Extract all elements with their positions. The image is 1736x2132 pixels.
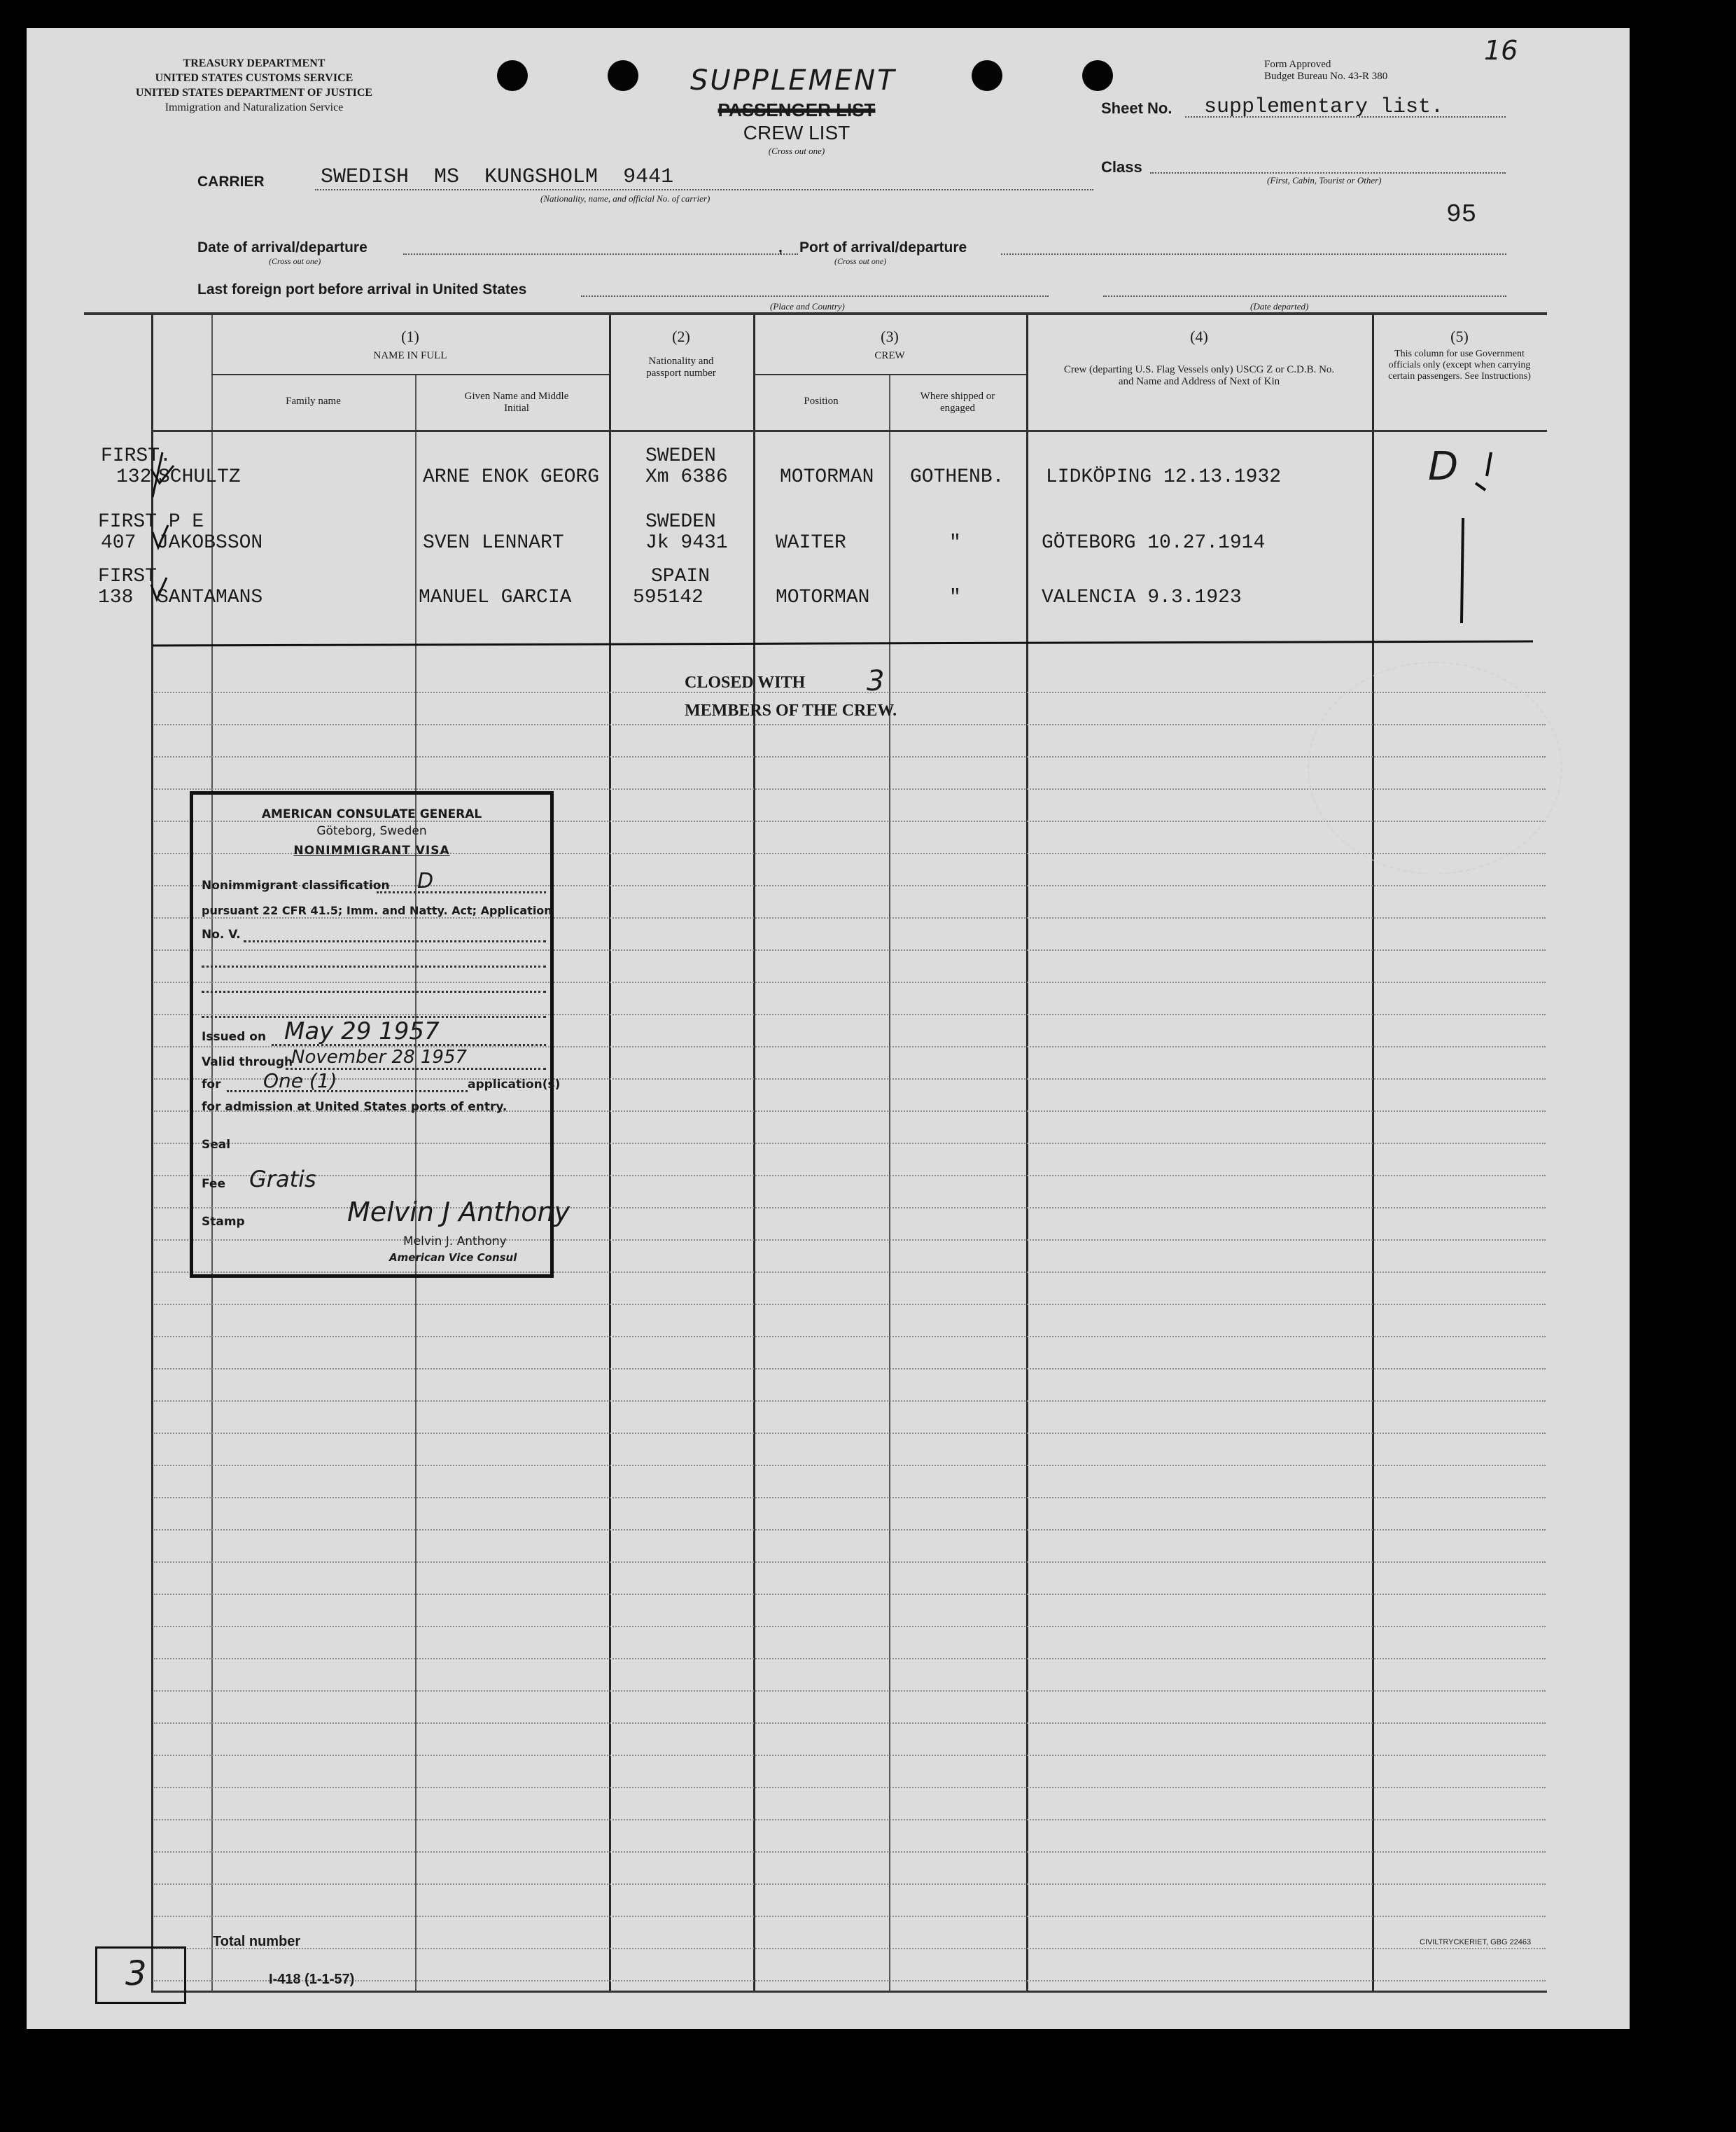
dotted-row-line [154, 1561, 1546, 1563]
dotted-row-line [154, 1980, 1546, 1981]
last-port-label: Last foreign port before arrival in United States [197, 281, 527, 298]
next-of-kin: VALENCIA 9.3.1923 [1042, 587, 1242, 608]
row-margin-note: FIRST [98, 566, 158, 587]
struck-passenger-list: PASSENGER LIST [718, 99, 876, 120]
port-label: Port of arrival/departure [799, 239, 967, 256]
visa-officer-title: American Vice Consul [389, 1251, 517, 1264]
visa-city: Göteborg, Sweden [316, 824, 427, 838]
last-port-date-field [1103, 295, 1506, 297]
page-number: 16 [1484, 35, 1518, 66]
dotted-row-line [154, 1755, 1546, 1756]
crew-position: MOTORMAN [776, 587, 870, 608]
punch-hole [608, 60, 638, 91]
dotted-row-line [154, 1626, 1546, 1627]
form-title: CREW LIST [743, 122, 850, 144]
visa-pursuant: pursuant 22 CFR 41.5; Imm. and Natty. Act; Application [202, 904, 552, 917]
visa-fee-label: Fee [202, 1177, 225, 1191]
last-port-date-note: (Date departed) [1250, 301, 1309, 312]
table-top-rule [84, 312, 1547, 315]
next-of-kin: GÖTEBORG 10.27.1914 [1042, 532, 1266, 554]
date-field [403, 253, 798, 255]
dotted-row-line [154, 1690, 1546, 1692]
table-bottom-rule [151, 1991, 1547, 1993]
government-mark-strokes [1455, 448, 1497, 630]
visa-title: AMERICAN CONSULATE GENERAL [261, 807, 482, 821]
visa-for-value: One (1) [263, 1069, 337, 1092]
dotted-row-line [154, 1883, 1546, 1885]
closed-count: 3 [867, 665, 885, 697]
col1b-title: Given Name and Middle Initial [464, 391, 569, 414]
family-name: SCHULTZ [158, 466, 241, 488]
dotted-row-line [154, 1851, 1546, 1853]
form-approved [1264, 59, 1387, 83]
date-port-comma: , [778, 239, 783, 256]
col1a-title: Family name [286, 396, 341, 407]
col4-title: Crew (departing U.S. Flag Vessels only) USCG Z or C.D.B. No. and Name and Address of Next of Kin [1063, 364, 1335, 387]
dotted-row-line [154, 1497, 1546, 1498]
col3-title: CREW [874, 350, 905, 361]
visa-valid-value: November 28 1957 [291, 1047, 468, 1068]
embossed-seal [1308, 662, 1562, 875]
col2-number: (2) [672, 328, 690, 345]
crew-position: MOTORMAN [780, 466, 874, 488]
punch-hole [497, 60, 528, 91]
given-name: ARNE ENOK GEORG [423, 466, 600, 488]
nationality: SPAIN [651, 566, 710, 587]
agency-line: UNITED STATES CUSTOMS SERVICE [155, 72, 354, 84]
passport-number: Jk 9431 [645, 532, 728, 554]
visa-seal-label: Seal [202, 1138, 231, 1152]
col2-title: Nationality and passport number [646, 356, 716, 379]
port-note: (Cross out one) [834, 256, 887, 266]
punch-hole [972, 60, 1002, 91]
form-approved-line: Budget Bureau No. 43-R 380 [1264, 71, 1388, 82]
carrier-note: (Nationality, name, and official No. of carrier) [540, 193, 710, 204]
dotted-row-line [154, 1304, 1546, 1305]
handwritten-supplement: SUPPLEMENT [690, 64, 897, 97]
visa-for-label: for [202, 1078, 221, 1092]
visa-type: NONIMMIGRANT VISA [293, 844, 450, 858]
dotted-row-line [154, 1819, 1546, 1820]
agency-line: TREASURY DEPARTMENT [183, 57, 326, 69]
visa-signature: Melvin J Anthony [347, 1197, 570, 1227]
carrier-value: SWEDISH MS KUNGSHOLM 9441 [321, 165, 674, 189]
visa-issued-value: May 29 1957 [284, 1017, 440, 1045]
dotted-row-line [154, 692, 1546, 693]
visa-fee-value: Gratis [249, 1166, 316, 1192]
agency-line: Immigration and Naturalization Service [164, 102, 344, 113]
visa-dots [244, 940, 546, 942]
dotted-row-line [154, 1916, 1546, 1917]
dotted-row-line [154, 1787, 1546, 1788]
col3b-title: Where shipped or engaged [920, 391, 995, 414]
visa-dots [202, 966, 546, 968]
col4-number: (4) [1190, 328, 1208, 345]
sheet-label: Sheet No. [1101, 99, 1172, 117]
col3a-title: Position [804, 396, 839, 407]
total-number-box [95, 1946, 186, 2004]
dotted-row-line [154, 1368, 1546, 1370]
printer-imprint: CIVILTRYCKERIET, GBG 22463 [1420, 1938, 1532, 1946]
dotted-row-line [154, 1400, 1546, 1402]
next-of-kin: LIDKÖPING 12.13.1932 [1046, 466, 1282, 488]
col5-number: (5) [1450, 328, 1469, 345]
government-mark: D [1428, 444, 1459, 489]
check-marks [132, 427, 1574, 651]
class-field [1150, 172, 1506, 174]
total-number-value: 3 [125, 1954, 147, 1993]
given-name: SVEN LENNART [423, 532, 564, 554]
date-note: (Cross out one) [269, 256, 321, 266]
visa-dots [202, 991, 546, 993]
title-note: (Cross out one) [768, 146, 825, 156]
class-note: (First, Cabin, Tourist or Other) [1267, 175, 1382, 186]
agency-header [104, 56, 405, 115]
crew-list-document [27, 28, 1630, 2029]
col3-number: (3) [881, 328, 899, 345]
where-shipped: " [949, 587, 961, 608]
visa-stamp-label: Stamp [202, 1215, 245, 1229]
closed-line1: CLOSED WITH [685, 674, 806, 692]
subheader-rule [211, 374, 609, 375]
visa-issued-label: Issued on [202, 1030, 267, 1044]
class-label: Class [1101, 158, 1142, 176]
visa-officer-name: Melvin J. Anthony [403, 1234, 507, 1248]
dotted-row-line [154, 1336, 1546, 1337]
family-name: SANTAMANS [157, 587, 263, 608]
dotted-row-line [154, 1594, 1546, 1595]
dotted-row-line [154, 1433, 1546, 1434]
visa-stamp [190, 791, 570, 1278]
row-margin-number: 132 [116, 466, 152, 488]
visa-dots [377, 891, 546, 893]
total-number-label: Total number [213, 1934, 301, 1949]
col5-title: This column for use Government officials only (except when carrying certain passengers. See Instructions) [1388, 349, 1531, 382]
dotted-row-line [154, 1948, 1546, 1949]
last-port-place-note: (Place and Country) [770, 301, 845, 312]
sheet-value: supplementary list. [1204, 95, 1444, 119]
passport-number: 595142 [633, 587, 704, 608]
visa-valid-label: Valid through [202, 1055, 293, 1069]
date-label: Date of arrival/departure [197, 239, 368, 256]
last-port-field [581, 295, 1049, 297]
dotted-row-line [154, 1529, 1546, 1531]
agency-line: UNITED STATES DEPARTMENT OF JUSTICE [135, 87, 373, 99]
dotted-row-line [154, 1658, 1546, 1659]
visa-applications: application(s) [468, 1078, 561, 1092]
visa-classification-label: Nonimmigrant classification [202, 879, 390, 893]
where-shipped: " [949, 532, 961, 554]
passport-number: Xm 6386 [645, 466, 728, 488]
subheader-rule [753, 374, 1026, 375]
punch-hole [1082, 60, 1113, 91]
form-approved-line: Form Approved [1264, 59, 1331, 70]
dotted-row-line [154, 1722, 1546, 1724]
nationality: SWEDEN [645, 511, 716, 533]
family-name: JAKOBSSON [157, 532, 263, 554]
col1-number: (1) [401, 328, 419, 345]
visa-admission: for admission at United States ports of entry. [202, 1100, 507, 1114]
nationality: SWEDEN [645, 445, 716, 467]
dotted-row-line [154, 1465, 1546, 1466]
carrier-field [315, 189, 1093, 190]
stamp-number: 95 [1446, 200, 1477, 229]
visa-classification-value: D [417, 869, 434, 893]
row-margin-note: FIRST. [101, 445, 172, 467]
crew-position: WAITER [776, 532, 846, 554]
carrier-label: CARRIER [197, 174, 265, 190]
col1-title: NAME IN FULL [373, 350, 447, 361]
row-margin-number: 407 [101, 532, 136, 554]
where-shipped: GOTHENB. [910, 466, 1004, 488]
port-field [1001, 253, 1506, 255]
closed-line2: MEMBERS OF THE CREW. [685, 702, 897, 720]
row-margin-note: FIRST P E [98, 511, 204, 533]
row-margin-number: 138 [98, 587, 134, 608]
form-id: I-418 (1-1-57) [269, 1972, 355, 1987]
given-name: MANUEL GARCIA [419, 587, 572, 608]
visa-no-label: No. V. [202, 928, 241, 942]
